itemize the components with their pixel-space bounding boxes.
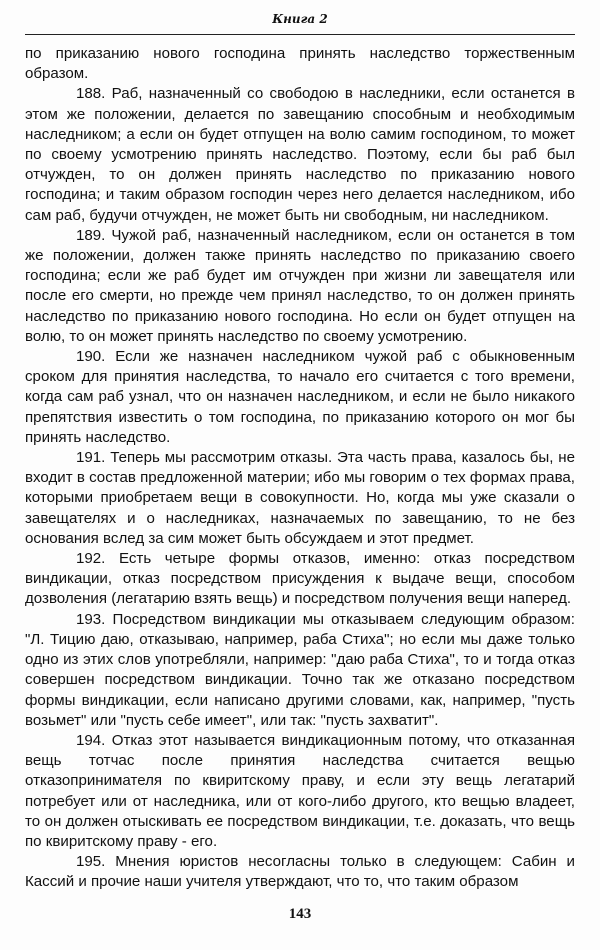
running-header	[25, 12, 575, 35]
paragraph-189: 189. Чужой раб, назначенный наследником, если он останется в том же положении, должен также принять наследство по приказанию своего господина; если же раб будет им отчужден при жизни ли завещателя или после его смерти, но прежде чем принял наследство, то он должен принять наследство по приказанию нового господина. Но если он будет отпущен на волю, то он может принять наследство по своему усмотрению.	[25, 226, 575, 345]
paragraph-194: 194. Отказ этот называется виндикационным потому, что отказанная вещь тотчас после принятия наследства считается вещью отказопринимателя по квиритскому праву, и если эту вещь легатарий потребует или от наследника, или от кого-либо другого, кто вещью владеет, то он должен отыскивать ее посредством виндикации, т.е. доказать, что вещь по квиритскому праву - его.	[25, 731, 575, 850]
paragraph-190: 190. Если же назначен наследником чужой раб с обыкновенным сроком для принятия наследства, то начало его считается с того времени, когда сам раб узнал, что он назначен наследником, и если не было никакого препятствия известить о том господина, по приказанию которого он мог бы принять наследство.	[25, 348, 575, 446]
page-number: 143	[288, 906, 312, 922]
header-title: Книга 2	[272, 12, 328, 26]
paragraph-192: 192. Есть четыре формы отказов, именно: отказ посредством виндикации, отказ посредством присуждения к выдаче вещи, способом дозволения (легатарию взять вещь) и посредством получения вещи наперед.	[25, 550, 575, 608]
body-text	[25, 44, 575, 893]
paragraph-188: 188. Раб, назначенный со свободою в наследники, если останется в этом же положении, делается по завещанию способным и необходимым наследником; а если он будет отпущен на волю самим господином, то может по своему усмотрению принять наследство. Поэтому, если бы раб был отчужден, то он должен принять наследство по приказанию нового господина; и таким образом господин через него делается наследником, ибо сам раб, будучи отчужден, не может быть ни свободным, ни наследником.	[25, 85, 575, 224]
paragraph-193: 193. Посредством виндикации мы отказываем следующим образом: "Л. Тицию даю, отказываю, например, раба Стиха"; но если мы даже только одно из этих слов употребляли, например: "даю раба Стиха", то и тогда отказ совершен посредством виндикации. Точно так же отказано посредством формы виндикации, если написано другими словами, как, например, "пусть возьмет" или "пусть себе имеет", или так: "пусть захватит".	[25, 610, 575, 729]
paragraph-195: 195. Мнения юристов несогласны только в следующем: Сабин и Кассий и прочие наши учителя утверждают, что то, что таким образом	[25, 853, 575, 891]
paragraph-191: 191. Теперь мы рассмотрим отказы. Эта часть права, казалось бы, не входит в состав предложенной материи; ибо мы говорим о тех формах права, которыми приобретаем вещи в совокупности. Но, когда мы уже сказали о завещателях и о наследниках, назначаемых по завещанию, то не без основания вслед за сим может быть обсуждаем и этот предмет.	[25, 449, 575, 547]
paragraph-continuation: по приказанию нового господина принять наследство торжественным образом.	[25, 45, 575, 83]
